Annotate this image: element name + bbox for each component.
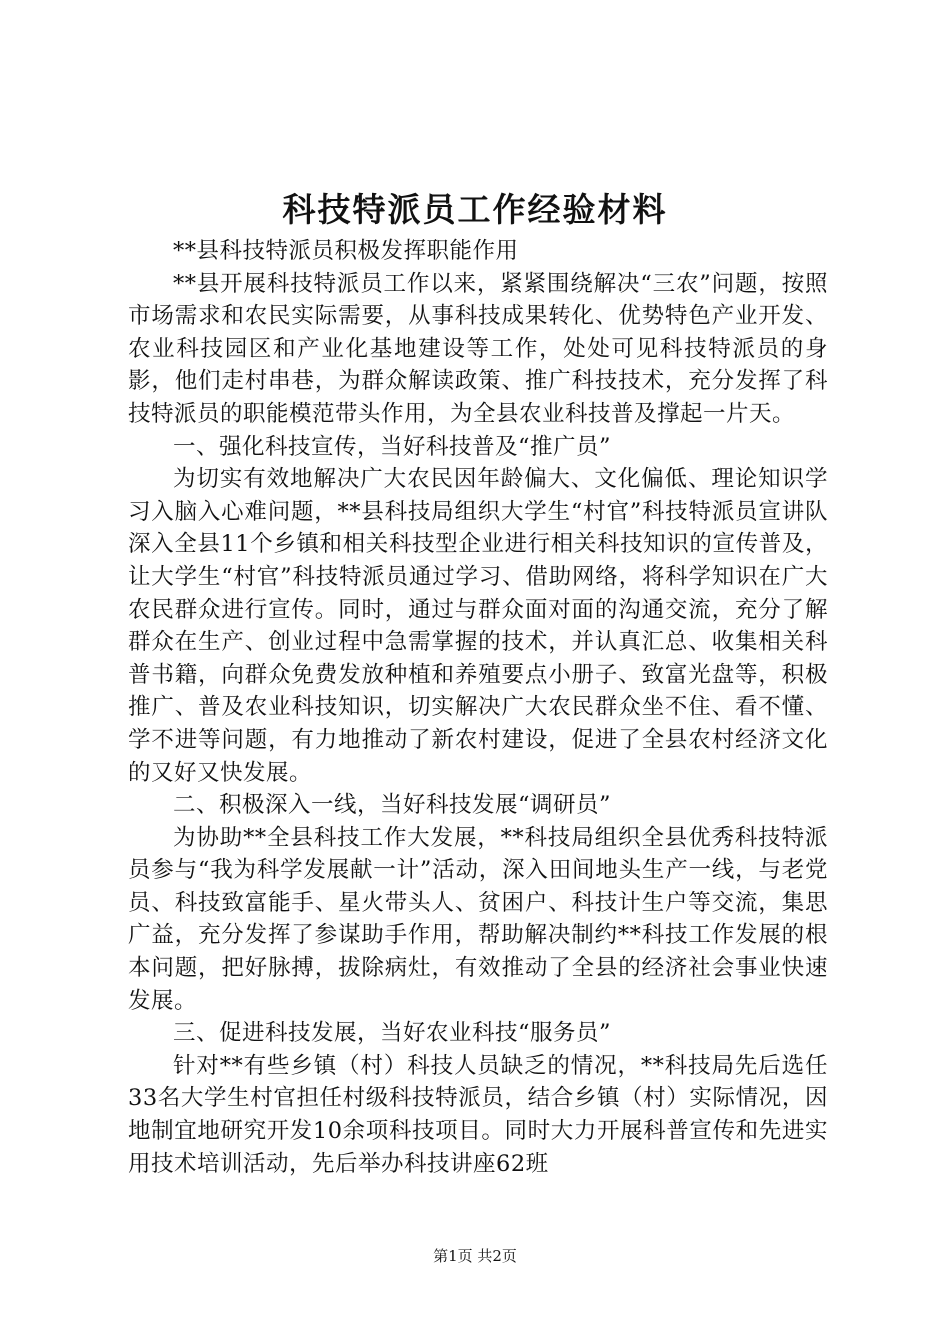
section-1-paragraph: 为切实有效地解决广大农民因年龄偏大、文化偏低、理论知识学习入脑入心难问题，**县科技局组织大学生“村官”科技特派员宣讲队深入全县11个乡镇和相关科技型企业进行相关科技知识的宣传普及，让大学生“村官”科技特派员通过学习、借助网络，将科学知识在广大农民群众进行宣传。同时，通过与群众面对面的沟通交流，充分了解群众在生产、创业过程中急需掌握的技术，并认真汇总、收集相关科普书籍，向群众免费发放种植和养殖要点小册子、致富光盘等，积极推广、普及农业科技知识，切实解决广大农民群众坐不住、看不懂、学不进等问题，有力地推动了新农村建设，促进了全县农村经济文化的又好又快发展。 [128, 466, 828, 786]
intro-paragraph: **县开展科技特派员工作以来，紧紧围绕解决“三农”问题，按照市场需求和农民实际需要，从事科技成果转化、优势特色产业开发、农业科技园区和产业化基地建设等工作，处处可见科技特派员的身影，他们走村串巷，为群众解读政策、推广科技技术，充分发挥了科技特派员的职能模范带头作用，为全县农业科技普及撑起一片天。 [128, 270, 828, 427]
section-heading-2: 二、积极深入一线，当好科技发展“调研员” [173, 792, 612, 819]
section-heading-1: 一、强化科技宣传，当好科技普及“推广员” [173, 433, 612, 460]
document-title: 科技特派员工作经验材料 [282, 190, 668, 229]
section-heading-3: 三、促进科技发展，当好农业科技“服务员” [173, 1020, 612, 1047]
document-body [128, 235, 828, 1180]
section-2-paragraph: 为协助**全县科技工作大发展，**科技局组织全县优秀科技特派员参与“我为科学发展献一计”活动，深入田间地头生产一线，与老党员、科技致富能手、星火带头人、贫困户、科技计生户等交流，集思广益，充分发挥了参谋助手作用，帮助解决制约**科技工作发展的根本问题，把好脉搏，拔除病灶，有效推动了全县的经济社会事业快速发展。 [128, 824, 828, 1014]
subtitle-paragraph: **县科技特派员积极发挥职能作用 [173, 238, 519, 264]
page-footer: 第1页 共2页 [433, 1247, 517, 1265]
section-3-paragraph: 针对**有些乡镇（村）科技人员缺乏的情况，**科技局先后选任33名大学生村官担任村级科技特派员，结合乡镇（村）实际情况，因地制宜地研究开发10余项科技项目。同时大力开展科普宣传和先进实用技术培训活动，先后举办科技讲座62班 [128, 1052, 828, 1177]
